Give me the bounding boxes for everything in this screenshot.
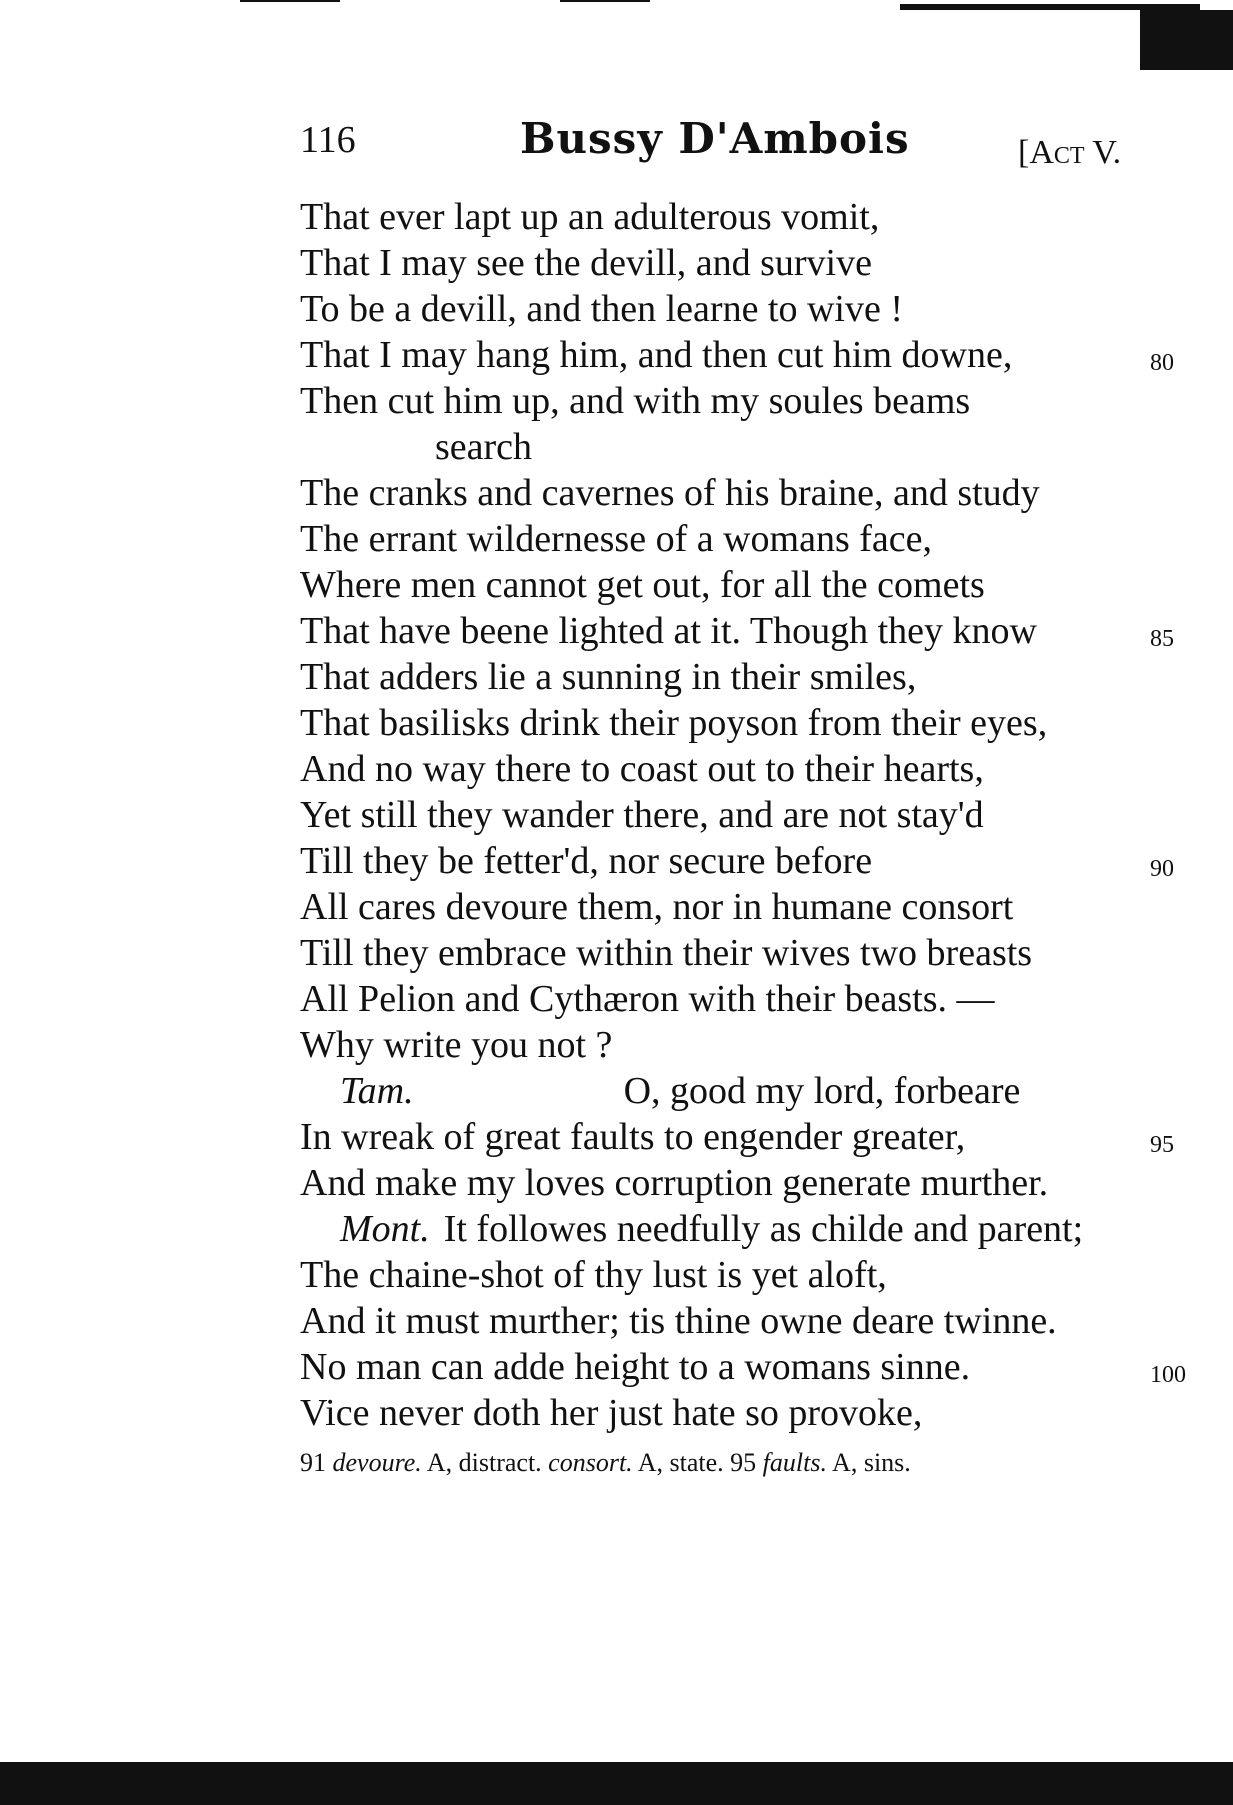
verse-line-text: That I may hang him, and then cut him downe,: [300, 334, 1013, 376]
footnote-variant: A, state.: [637, 1448, 724, 1477]
footnote-lemma: faults.: [762, 1448, 827, 1477]
verse-line-text: [300, 1068, 1020, 1114]
footnote-variant: A, sins.: [832, 1448, 911, 1477]
verse-line: [300, 1344, 1186, 1390]
verse-line-text: That adders lie a sunning in their smiles,: [300, 656, 917, 698]
verse-line-text: That basilisks drink their poyson from their eyes,: [300, 702, 1048, 744]
verse-line: [300, 976, 1140, 1022]
verse-line-text: Vice never doth her just hate so provoke,: [300, 1392, 923, 1434]
line-number: 80: [1150, 350, 1174, 376]
verse-line-text: Yet still they wander there, and are not stay'd: [300, 794, 984, 836]
speech-text: It followes needfully as childe and parent;: [443, 1208, 1084, 1250]
footnote-variant: A, distract.: [426, 1448, 542, 1477]
running-title: Bussy D'Ambois: [520, 114, 910, 163]
line-number: 95: [1150, 1132, 1174, 1158]
verse-line-text: Where men cannot get out, for all the comets: [300, 564, 985, 606]
verse-line-text: To be a devill, and then learne to wive !: [300, 288, 904, 330]
verse-line: [300, 792, 1140, 838]
footnote-lemma: consort.: [548, 1448, 633, 1477]
page-number: 116: [300, 119, 356, 161]
verse-line: [300, 470, 1140, 516]
verse-line-text: [300, 1206, 1083, 1252]
verse-line: [300, 378, 1140, 424]
verse-line: [300, 930, 1140, 976]
page-header: [0, 110, 1233, 170]
top-rule-left: [240, 0, 340, 2]
verse-line: [300, 1022, 1140, 1068]
verse-line: [300, 194, 1140, 240]
verse-line-text: search: [435, 426, 533, 468]
verse-line: [300, 746, 1140, 792]
verse-line: [300, 700, 1140, 746]
line-number: 100: [1150, 1362, 1186, 1388]
verse-line-text: The errant wildernesse of a womans face,: [300, 518, 932, 560]
verse-line-text: No man can adde height to a womans sinne.: [300, 1346, 971, 1388]
verse-line-text: And no way there to coast out to their hearts,: [300, 748, 984, 790]
verse-line-text: That ever lapt up an adulterous vomit,: [300, 196, 880, 238]
verse-line-text: That I may see the devill, and survive: [300, 242, 872, 284]
verse-line: [300, 838, 1174, 884]
verse-line: [300, 424, 1140, 470]
act-label: [Act V.: [1018, 134, 1122, 171]
verse-line-text: All Pelion and Cythæron with their beasts. —: [300, 978, 995, 1020]
verse-line: [300, 516, 1140, 562]
line-number: 85: [1150, 626, 1174, 652]
verse-line-text: All cares devoure them, nor in humane consort: [300, 886, 1014, 928]
verse-line-text: The chaine-shot of thy lust is yet aloft,: [300, 1254, 887, 1296]
verse-line: [300, 1160, 1140, 1206]
verse-line: [300, 1068, 1140, 1114]
footnote-line-number: 95: [730, 1448, 757, 1477]
verse-body: [300, 194, 1186, 1436]
verse-line-text: That have beene lighted at it. Though they know: [300, 610, 1037, 652]
verse-line: [300, 562, 1140, 608]
footnote: [300, 1448, 911, 1478]
verse-line: [300, 332, 1174, 378]
verse-line: [300, 608, 1174, 654]
verse-line: [300, 1298, 1140, 1344]
verse-line-text: And make my loves corruption generate murther.: [300, 1162, 1049, 1204]
line-number: 90: [1150, 856, 1174, 882]
verse-line-text: The cranks and cavernes of his braine, and study: [300, 472, 1040, 514]
verse-line: [300, 884, 1140, 930]
verse-line: [300, 1252, 1140, 1298]
verse-line-text: Why write you not ?: [300, 1024, 613, 1066]
verse-line-text: In wreak of great faults to engender greater,: [300, 1116, 966, 1158]
speaker-name: Tam.: [340, 1070, 414, 1112]
verse-line: [300, 1114, 1174, 1160]
speech-text: O, good my lord, forbeare: [623, 1070, 1021, 1112]
verse-line-text: Till they be fetter'd, nor secure before: [300, 840, 873, 882]
scan-bottom-edge: [0, 1762, 1233, 1805]
verse-line-text: Till they embrace within their wives two breasts: [300, 932, 1033, 974]
verse-line: [300, 286, 1140, 332]
footnote-line-number: 91: [300, 1448, 326, 1477]
verse-line: [300, 1206, 1140, 1252]
verse-line: [300, 1390, 1140, 1436]
verse-line-text: Then cut him up, and with my soules beams: [300, 380, 971, 422]
verse-line: [300, 654, 1140, 700]
verse-line: [300, 240, 1140, 286]
page-corner-shadow: [1140, 10, 1233, 70]
verse-line-text: And it must murther; tis thine owne deare twinne.: [300, 1300, 1057, 1342]
top-rule-middle: [560, 0, 650, 2]
footnote-lemma: devoure.: [332, 1448, 422, 1477]
speaker-name: Mont.: [340, 1208, 430, 1250]
